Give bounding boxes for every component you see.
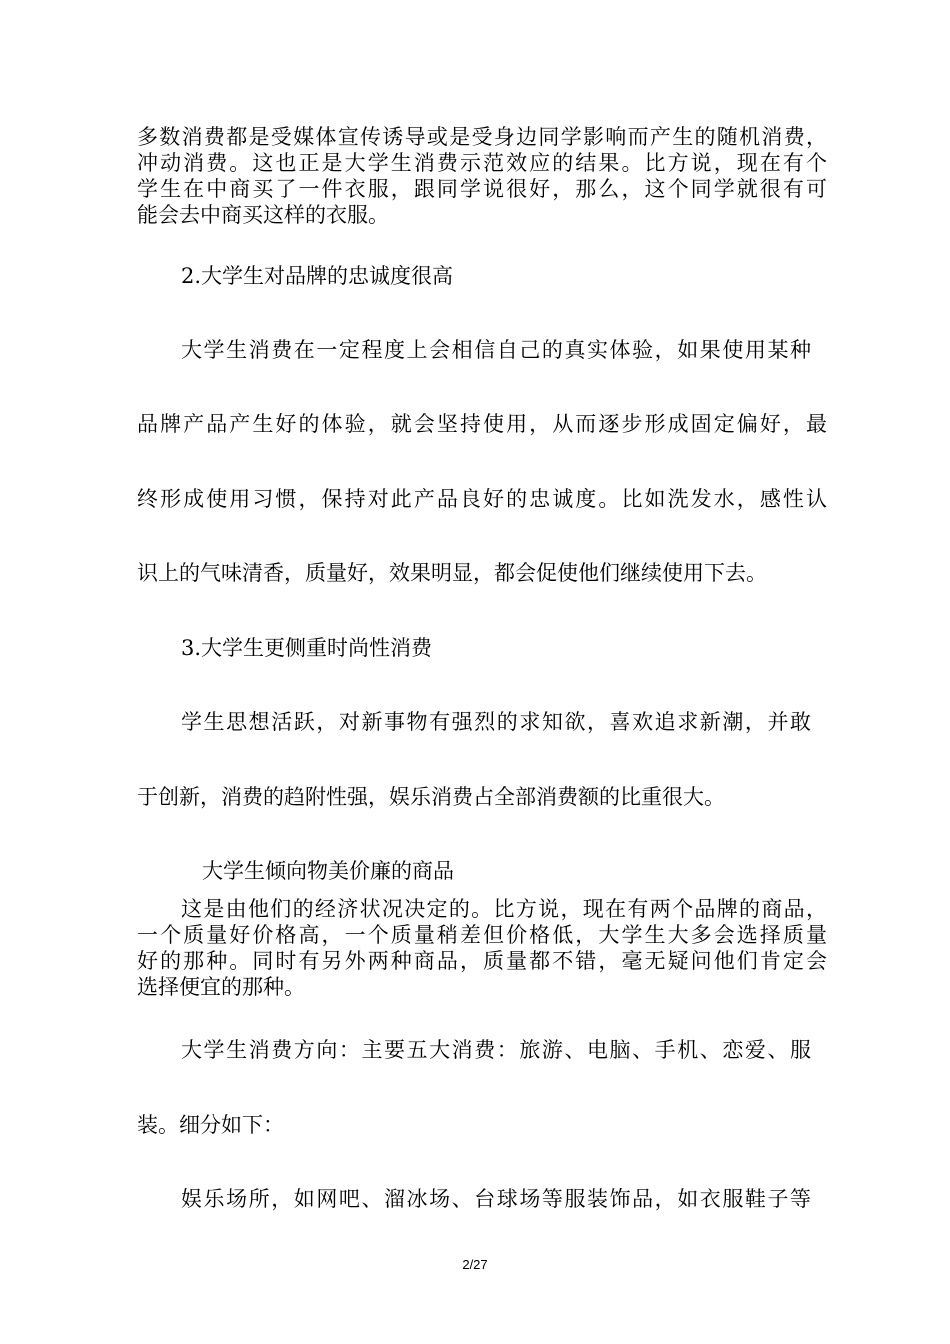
paragraph-line: 识上的气味清香，质量好，效果明显，都会促使他们继续使用下去。	[137, 561, 767, 585]
paragraph-line: 学生在中商买了一件衣服，跟同学说很好，那么，这个同学就很有可	[137, 177, 827, 201]
paragraph-line: 大学生消费方向：主要五大消费：旅游、电脑、手机、恋爱、服	[181, 1038, 811, 1062]
paragraph-line: 这是由他们的经济状况决定的。比方说，现在有两个品牌的商品，	[181, 897, 827, 921]
section-heading: 大学生倾向物美价廉的商品	[202, 859, 454, 883]
paragraph-line: 冲动消费。这也正是大学生消费示范效应的结果。比方说，现在有个	[137, 151, 827, 175]
paragraph-line: 终形成使用习惯，保持对此产品良好的忠诚度。比如洗发水，感性认	[137, 487, 827, 511]
paragraph-line: 品牌产品产生好的体验，就会坚持使用，从而逐步形成固定偏好，最	[137, 412, 827, 436]
section-heading: 3.大学生更侧重时尚性消费	[181, 636, 433, 660]
paragraph-line: 能会去中商买这样的衣服。	[137, 203, 389, 227]
paragraph-line: 选择便宜的那种。	[137, 975, 305, 999]
paragraph-line: 娱乐场所，如网吧、溜冰场、台球场等服装饰品，如衣服鞋子等	[181, 1187, 811, 1211]
paragraph-line: 多数消费都是受媒体宣传诱导或是受身边同学影响而产生的随机消费，	[137, 125, 827, 149]
paragraph-line: 学生思想活跃，对新事物有强烈的求知欲，喜欢追求新潮，并敢	[181, 710, 811, 734]
paragraph-line: 一个质量好价格高，一个质量稍差但价格低，大学生大多会选择质量	[137, 923, 827, 947]
paragraph-line: 大学生消费在一定程度上会相信自己的真实体验，如果使用某种	[181, 338, 811, 362]
paragraph-line: 于创新，消费的趋附性强，娱乐消费占全部消费额的比重很大。	[137, 785, 725, 809]
page-number: 2/27	[462, 1257, 488, 1272]
section-heading: 2.大学生对品牌的忠诚度很高	[181, 264, 454, 288]
paragraph-line: 装。细分如下：	[137, 1113, 284, 1137]
paragraph-line: 好的那种。同时有另外两种商品，质量都不错，毫无疑问他们肯定会	[137, 949, 827, 973]
